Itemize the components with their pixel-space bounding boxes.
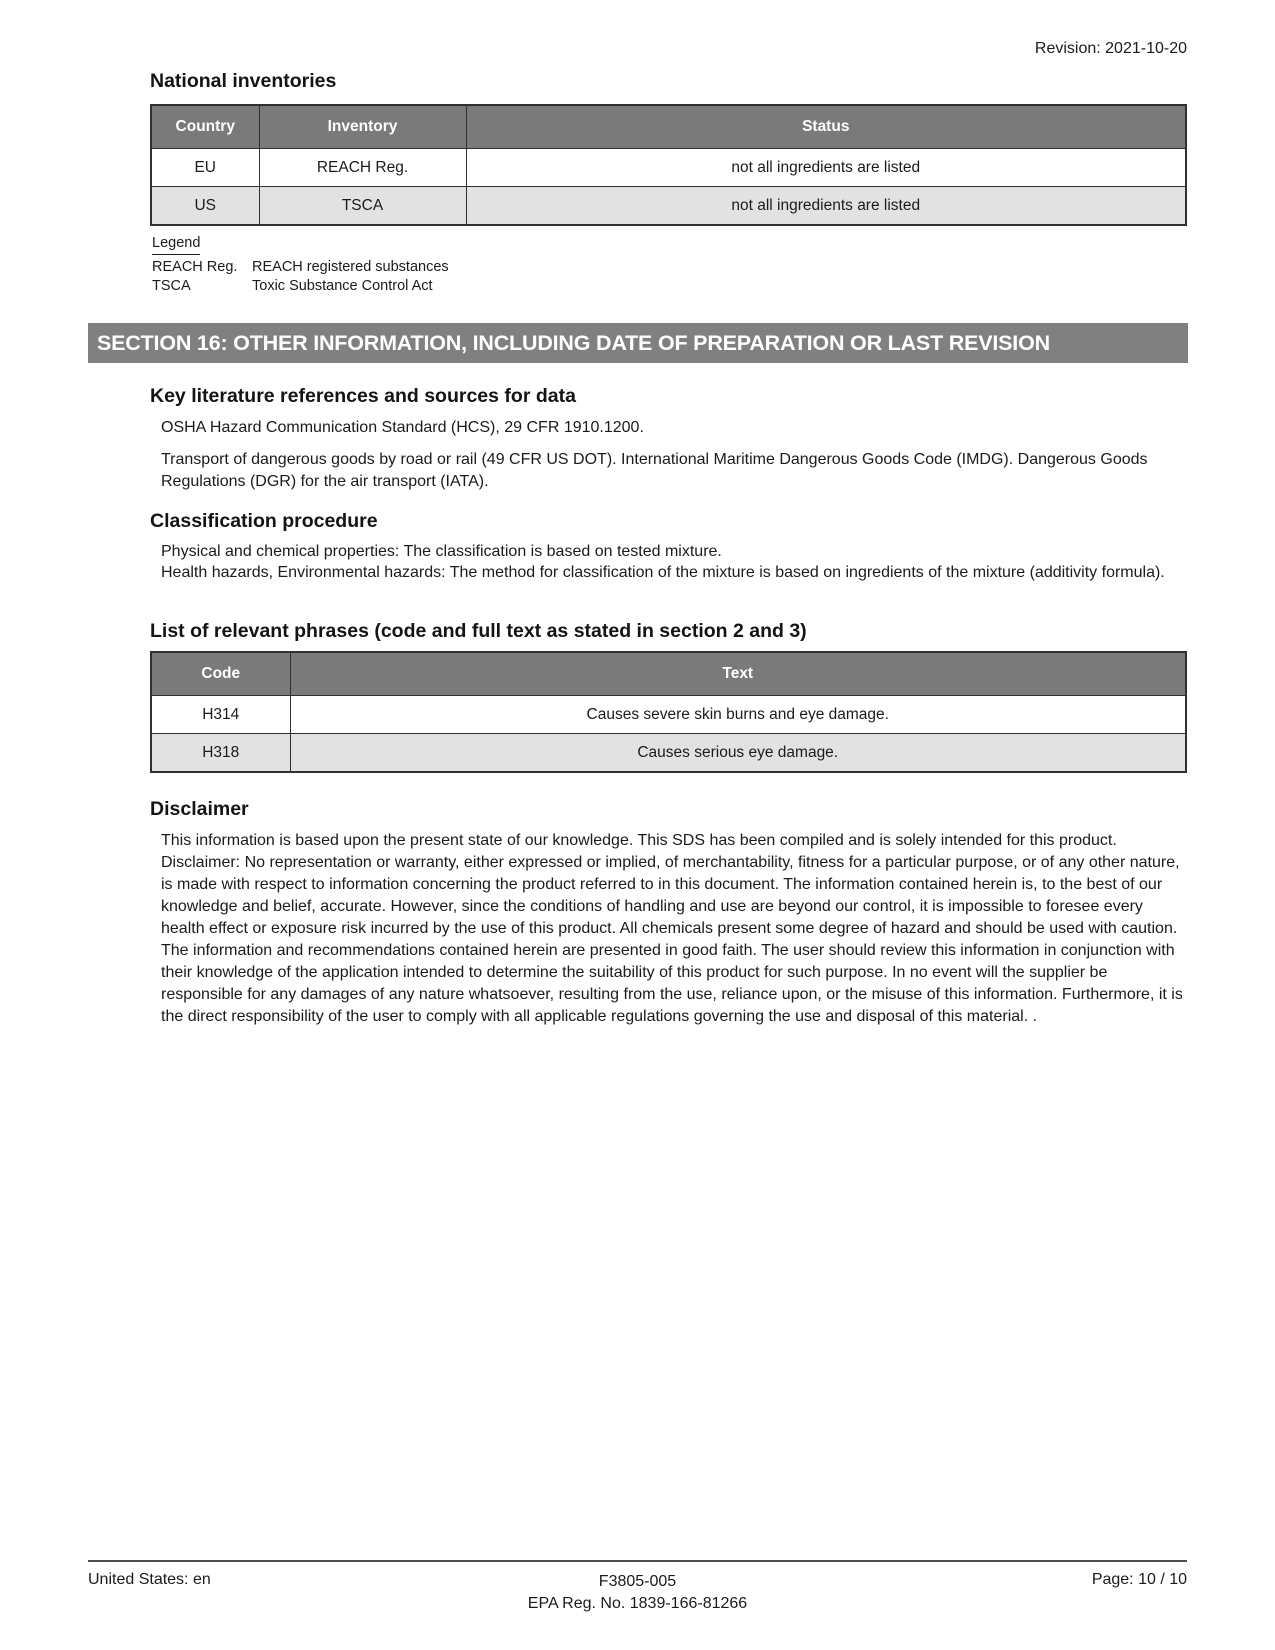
national-inventories-table xyxy=(150,104,1187,226)
table-row xyxy=(151,149,1186,187)
legend-abbr: TSCA xyxy=(152,278,191,294)
cell-text: Causes serious eye damage. xyxy=(290,734,1186,773)
legend-entry xyxy=(152,277,1052,296)
national-inventories-heading: National inventories xyxy=(150,70,337,92)
footer-locale: United States: en xyxy=(88,1571,211,1588)
table-header-row xyxy=(151,105,1186,149)
legend-abbr: REACH Reg. xyxy=(152,259,238,275)
legend-entry xyxy=(152,258,1052,277)
footer-document-id xyxy=(88,1571,1187,1615)
cell-inventory: REACH Reg. xyxy=(259,149,466,187)
footer-page-number: Page: 10 / 10 xyxy=(1091,1571,1187,1588)
cell-code: H314 xyxy=(151,696,290,734)
table-row xyxy=(151,187,1186,226)
column-header-inventory: Inventory xyxy=(259,105,466,149)
relevant-phrases-table xyxy=(150,651,1187,773)
column-header-text: Text xyxy=(290,652,1186,696)
column-header-country: Country xyxy=(151,105,259,149)
cell-country: US xyxy=(151,187,259,226)
table-row xyxy=(151,734,1186,773)
cell-code: H318 xyxy=(151,734,290,773)
key-literature-heading: Key literature references and sources for data xyxy=(150,385,576,407)
revision-date: Revision: 2021-10-20 xyxy=(1034,40,1187,57)
legend-title: Legend xyxy=(152,234,200,255)
footer-epa-reg-number: EPA Reg. No. 1839-166-81266 xyxy=(527,1595,748,1612)
classification-procedure-text xyxy=(161,542,1187,583)
cell-inventory: TSCA xyxy=(259,187,466,226)
classification-procedure-heading: Classification procedure xyxy=(150,510,378,532)
footer-divider xyxy=(88,1560,1187,1562)
classification-line-1: Physical and chemical properties: The classification is based on tested mixture. xyxy=(161,543,722,560)
cell-country: EU xyxy=(151,149,259,187)
disclaimer-heading: Disclaimer xyxy=(150,798,249,820)
relevant-phrases-heading: List of relevant phrases (code and full text as stated in section 2 and 3) xyxy=(150,620,807,642)
column-header-status: Status xyxy=(466,105,1186,149)
legend xyxy=(152,234,1052,296)
key-literature-paragraph-1: OSHA Hazard Communication Standard (HCS), 29 CFR 1910.1200. xyxy=(161,419,644,436)
footer-form-number: F3805-005 xyxy=(598,1573,677,1590)
cell-status: not all ingredients are listed xyxy=(466,149,1186,187)
key-literature-paragraph-2: Transport of dangerous goods by road or rail (49 CFR US DOT). International Maritime Dangerous Goods Code (IMDG). Dangerous Goods Regulations (DGR) for the air transport (IATA). xyxy=(161,451,1148,490)
legend-definition: REACH registered substances xyxy=(252,259,449,275)
classification-line-2: Health hazards, Environmental hazards: The method for classification of the mixture is based on ingredients of the mixture (additivity formula). xyxy=(161,563,1165,581)
table-row xyxy=(151,696,1186,734)
table-header-row xyxy=(151,652,1186,696)
section-16-header-bar: SECTION 16: OTHER INFORMATION, INCLUDING DATE OF PREPARATION OR LAST REVISION xyxy=(88,323,1188,363)
cell-status: not all ingredients are listed xyxy=(466,187,1186,226)
legend-definition: Toxic Substance Control Act xyxy=(252,278,433,294)
cell-text: Causes severe skin burns and eye damage. xyxy=(290,696,1186,734)
column-header-code: Code xyxy=(151,652,290,696)
disclaimer-text: This information is based upon the present state of our knowledge. This SDS has been compiled and is solely intended for this product. Disclaimer: No representation or warranty, either expressed or implied, of merchantability, fitness for a particular purpose, or of any other nature, is made with respect to information concerning the product referred to in this document. The information contained herein is, to the best of our knowledge and belief, accurate. However, since the conditions of handling and use are beyond our control, it is impossible to foresee every health effect or exposure risk incurred by the use of this product. All chemicals present some degree of hazard and should be used with caution. The information and recommendations contained herein are presented in good faith. The user should review this information in conjunction with their knowledge of the application intended to determine the suitability of this product for such purpose. In no event will the supplier be responsible for any damages of any nature whatsoever, resulting from the use, reliance upon, or the misuse of this information. Furthermore, it is the direct responsibility of the user to comply with all applicable regulations governing the use and disposal of this material. . xyxy=(161,832,1183,1025)
